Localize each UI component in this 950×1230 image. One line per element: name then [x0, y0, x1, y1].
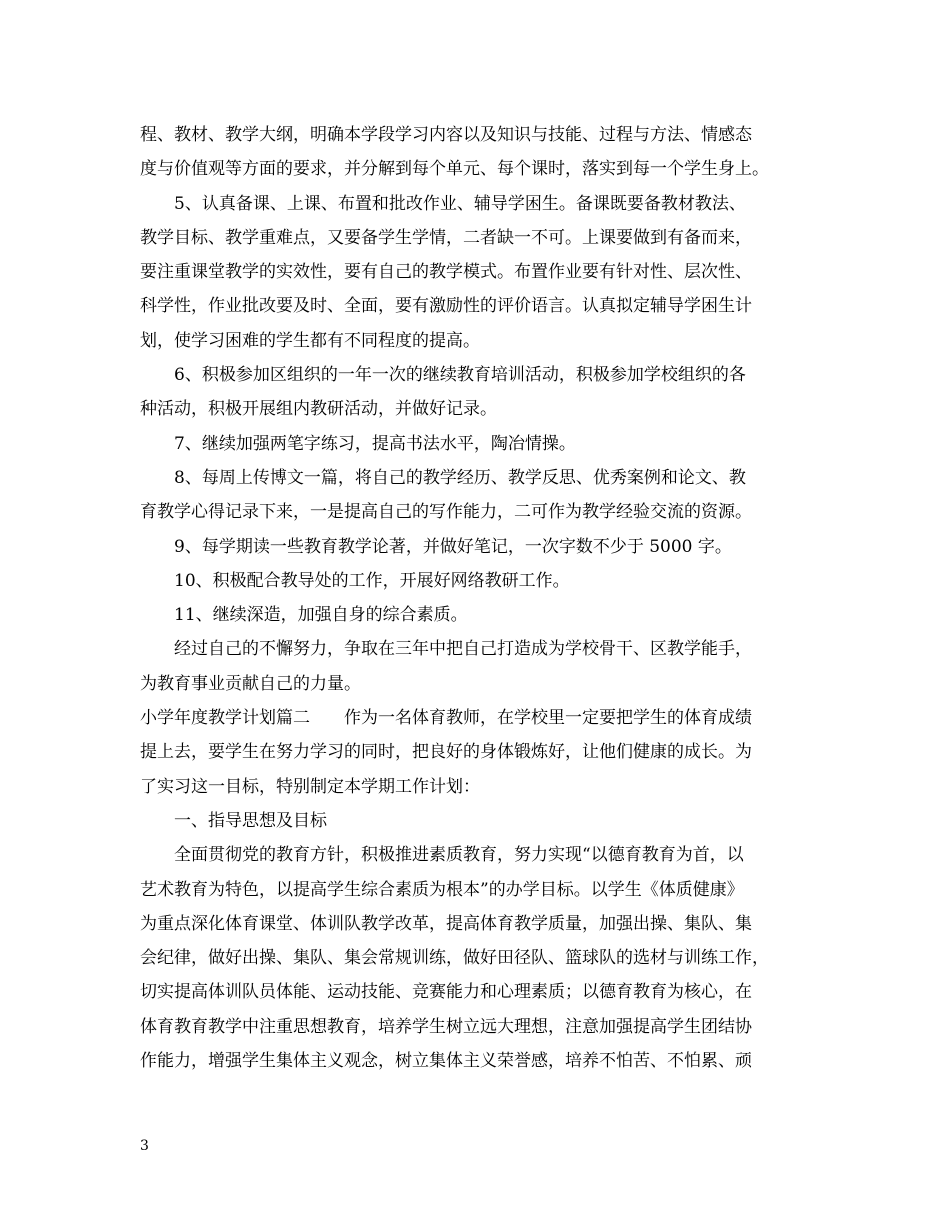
page-number: 3: [140, 1138, 149, 1154]
text-line: 全面贯彻党的教育方针，积极推进素质教育，努力实现“以德育教育为首，以: [174, 845, 744, 866]
body-text: [140, 118, 830, 1078]
text-line: 种活动，积极开展组内教研活动，并做好记录。: [140, 399, 497, 420]
text-line: 教学目标、教学重难点，又要备学生学情，二者缺一不可。上课要做到有备而来，: [140, 227, 752, 248]
text-line: 6、积极参加区组织的一年一次的继续教育培训活动，积极参加学校组织的各: [174, 365, 746, 386]
text-line: 划，使学习困难的学生都有不同程度的提高。: [140, 330, 480, 351]
text-line: 10、积极配合教导处的工作，开展好网络教研工作。: [174, 570, 570, 591]
subheading-line: 一、指导思想及目标: [174, 810, 327, 831]
text-line: 了实习这一目标，特别制定本学期工作计划：: [140, 776, 480, 797]
text-line: 要注重课堂教学的实效性，要有自己的教学模式。布置作业要有针对性、层次性、: [140, 262, 752, 283]
text-line: 会纪律，做好出操、集队、集会常规训练，做好田径队、篮球队的选材与训练工作，: [140, 948, 769, 969]
text-line: 5、认真备课、上课、布置和批改作业、辅导学困生。备课既要备教材教法、: [174, 193, 746, 214]
text-line: 经过自己的不懈努力，争取在三年中把自己打造成为学校骨干、区教学能手，: [174, 639, 752, 660]
text-line: 9、每学期读一些教育教学论著，并做好笔记，一次字数不少于 5000 字。: [174, 536, 732, 557]
text-line: 提上去，要学生在努力学习的同时，把良好的身体锻炼好，让他们健康的成长。为: [140, 742, 752, 763]
text-line: 度与价值观等方面的要求，并分解到每个单元、每个课时，落实到每一个学生身上。: [140, 159, 769, 180]
text-line: 11、继续深造，加强自身的综合素质。: [174, 605, 468, 626]
text-line: 科学性，作业批改要及时、全面，要有激励性的评价语言。认真拟定辅导学困生计: [140, 296, 752, 317]
text-line: 育教学心得记录下来，一是提高自己的写作能力，二可作为教学经验交流的资源。: [140, 502, 752, 523]
section-heading-line: 小学年度教学计划篇二 作为一名体育教师，在学校里一定要把学生的体育成绩: [140, 708, 752, 729]
text-line: 为重点深化体育课堂、体训队教学改革，提高体育教学质量，加强出操、集队、集: [140, 913, 752, 934]
text-line: 为教育事业贡献自己的力量。: [140, 673, 361, 694]
text-line: 7、继续加强两笔字练习，提高书法水平，陶冶情操。: [174, 433, 576, 454]
text-line: 作能力，增强学生集体主义观念，树立集体主义荣誉感，培养不怕苦、不怕累、顽: [140, 1051, 752, 1072]
text-line: 8、每周上传博文一篇，将自己的教学经历、教学反思、优秀案例和论文、教: [174, 467, 746, 488]
text-line: 程、教材、教学大纲，明确本学段学习内容以及知识与技能、过程与方法、情感态: [140, 125, 752, 145]
text-line: 艺术教育为特色，以提高学生综合素质为根本”的办学目标。以学生《体质健康》: [140, 879, 744, 900]
text-line: 切实提高体训队员体能、运动技能、竞赛能力和心理素质；以德育教育为核心，在: [140, 982, 752, 1003]
text-line: 体育教育教学中注重思想教育，培养学生树立远大理想，注意加强提高学生团结协: [140, 1016, 752, 1037]
